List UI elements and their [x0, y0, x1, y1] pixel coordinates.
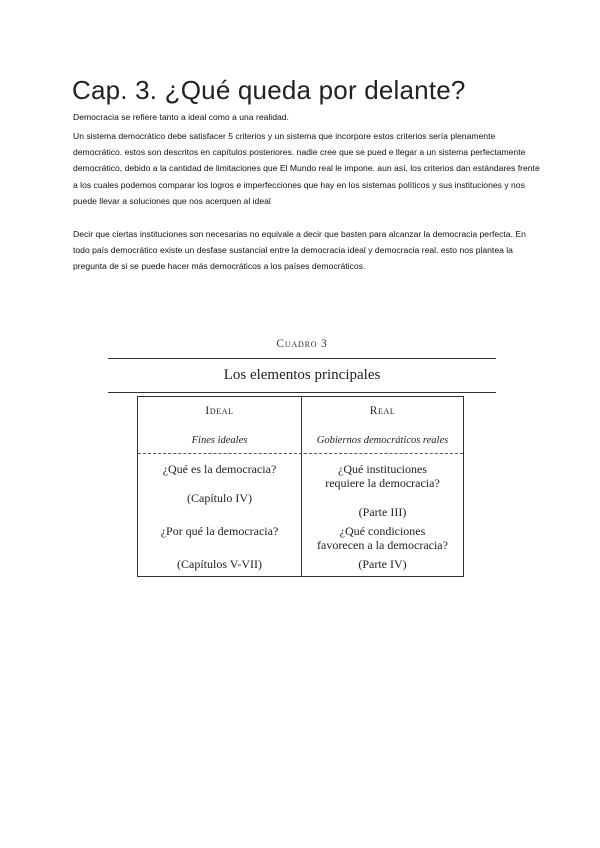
ideal-question-1: ¿Qué es la democracia? [162, 462, 277, 476]
header-divider [138, 453, 463, 454]
figure-rule-middle [108, 392, 496, 393]
figure-rule-top [108, 358, 496, 359]
column-header-ideal: Ideal [205, 405, 234, 417]
figure-heading: Cuadro 3 [276, 338, 328, 350]
column-header-real: Real [369, 405, 396, 417]
ideal-reference-1: (Capítulo IV) [187, 491, 252, 505]
page-title: Cap. 3. ¿Qué queda por delante? [72, 75, 466, 105]
ideal-question-2: ¿Por qué la democracia? [160, 524, 279, 538]
figure-subheading: Los elementos principales [223, 367, 381, 383]
paragraph-institutions: Decir que ciertas instituciones son necesarias no equivale a decir que basten para alcanzar la democracia perfecta. En todo país democrático existe un desfase sustancial entre la democracia ideal y democracia real. esto nos plantea la pregunta de si se puede hacer más democráticos a los países democráticos. [73, 229, 526, 272]
real-question-2: ¿Qué condiciones favorecen a la democracia? [317, 524, 448, 552]
ideal-reference-2: (Capítulos V-VII) [177, 557, 262, 571]
real-reference-2: (Parte IV) [358, 557, 407, 571]
real-question-1: ¿Qué instituciones requiere la democracia? [325, 462, 440, 490]
column-subheader-ideal: Fines ideales [191, 435, 248, 446]
elements-table [137, 396, 464, 577]
figure-cuadro-3 [108, 330, 496, 580]
column-subheader-real: Gobiernos democráticos reales [316, 435, 449, 446]
real-reference-1: (Parte III) [358, 505, 407, 519]
paragraph-criteria: Un sistema democrático debe satisfacer 5 criterios y un sistema que incorpore estos criterios sería plenamente democrático. estos son descritos en capítulos posteriores. nadie cree que se pued e llegar a un sistema perfectamente democrático, debido a la cantidad de limitaciones que El Mundo real le impone. aun así, los criterios dan estándares frente a los cuales podemos comparar los logros e imperfecciones que hay en los sistemas políticos y sus instituciones y nos puede llevar a soluciones que nos acerquen al ideal [73, 131, 540, 206]
intro-sentence: Democracia se refiere tanto a ideal como a una realidad. [73, 112, 289, 122]
